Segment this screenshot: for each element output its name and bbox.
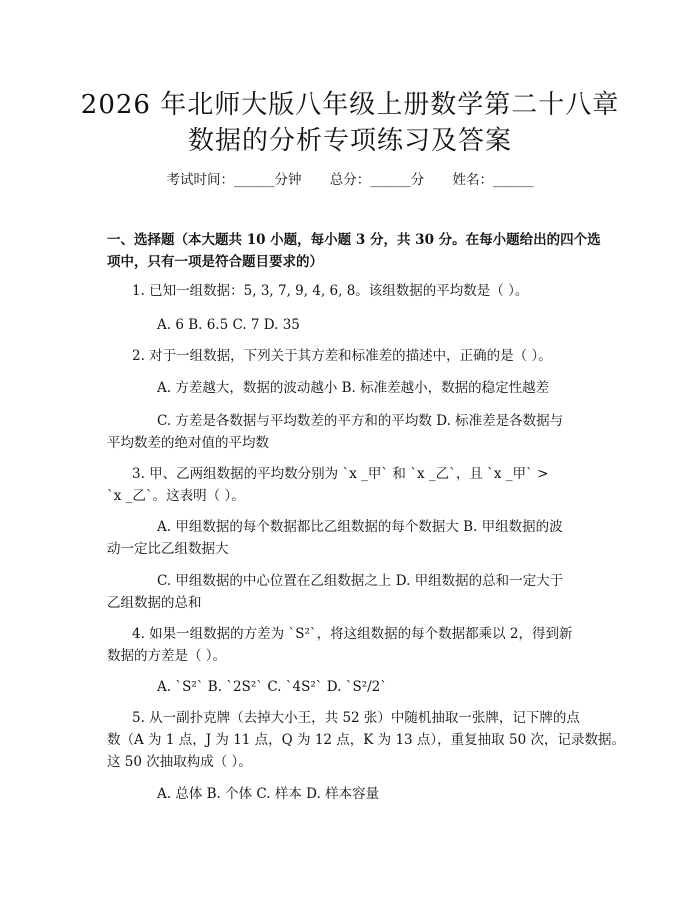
question-3-options-ab-cont: 动一定比乙组数据大: [107, 541, 229, 557]
question-3-options-cd: C. 甲组数据的中心位置在乙组数据之上 D. 甲组数据的总和一定大于: [157, 573, 564, 589]
question-4-options: A. `S²` B. `2S²` C. `4S²` D. `S²/2`: [157, 679, 388, 695]
question-2-options-cd-cont: 平均数差的绝对值的平均数: [107, 435, 269, 451]
section-header-line-2: 项中，只有一项是符合题目要求的）: [107, 254, 323, 270]
question-1-stem: 1. 已知一组数据：5, 3, 7, 9, 4, 6, 8。该组数据的平均数是（ ）。: [132, 283, 529, 299]
question-3-stem: 3. 甲、乙两组数据的平均数分别为 `x _甲` 和 `x _乙`，且 `x _甲` >: [132, 466, 549, 482]
exam-score-field: 总分：______分: [329, 172, 425, 188]
title-line-2: 数据的分析专项练习及答案: [187, 126, 512, 156]
question-5-stem-cont-2: 这 50 次抽取构成（ ）。: [107, 754, 252, 770]
question-2-options-ab: A. 方差越大，数据的波动越小 B. 标准差越小，数据的稳定性越差: [157, 380, 550, 396]
question-5-stem-cont-1: 数（A 为 1 点，J 为 11 点，Q 为 12 点，K 为 13 点），重复抽取 50 次，记录数据。: [107, 732, 625, 748]
exam-time-field: 考试时间：______分钟: [166, 172, 302, 188]
question-4-stem-cont: 数据的方差是（ ）。: [107, 648, 227, 664]
section-header-line-1: 一、选择题（本大题共 10 小题，每小题 3 分，共 30 分。在每小题给出的四个选: [107, 232, 601, 248]
question-3-options-ab: A. 甲组数据的每个数据都比乙组数据的每个数据大 B. 甲组数据的波: [157, 519, 563, 535]
question-1-options: A. 6 B. 6.5 C. 7 D. 35: [157, 317, 300, 333]
student-name-field: 姓名：______: [452, 172, 534, 188]
question-4-stem: 4. 如果一组数据的方差为 `S²`，将这组数据的每个数据都乘以 2，得到新: [132, 626, 573, 642]
exam-info: [0, 168, 700, 188]
question-2-stem: 2. 对于一组数据，下列关于其方差和标准差的描述中，正确的是（ ）。: [132, 348, 552, 364]
question-5-stem: 5. 从一副扑克牌（去掉大小王，共 52 张）中随机抽取一张牌，记下牌的点: [132, 710, 580, 726]
question-3-stem-cont: `x _乙`。这表明（ ）。: [107, 488, 245, 504]
question-2-options-cd: C. 方差是各数据与平均数差的平方和的平均数 D. 标准差是各数据与: [157, 413, 564, 429]
section-header: [107, 229, 607, 273]
title-line-1: 2026 年北师大版八年级上册数学第二十八章: [80, 90, 620, 120]
question-3-options-cd-cont: 乙组数据的总和: [107, 595, 202, 611]
question-5-options: A. 总体 B. 个体 C. 样本 D. 样本容量: [157, 786, 380, 802]
